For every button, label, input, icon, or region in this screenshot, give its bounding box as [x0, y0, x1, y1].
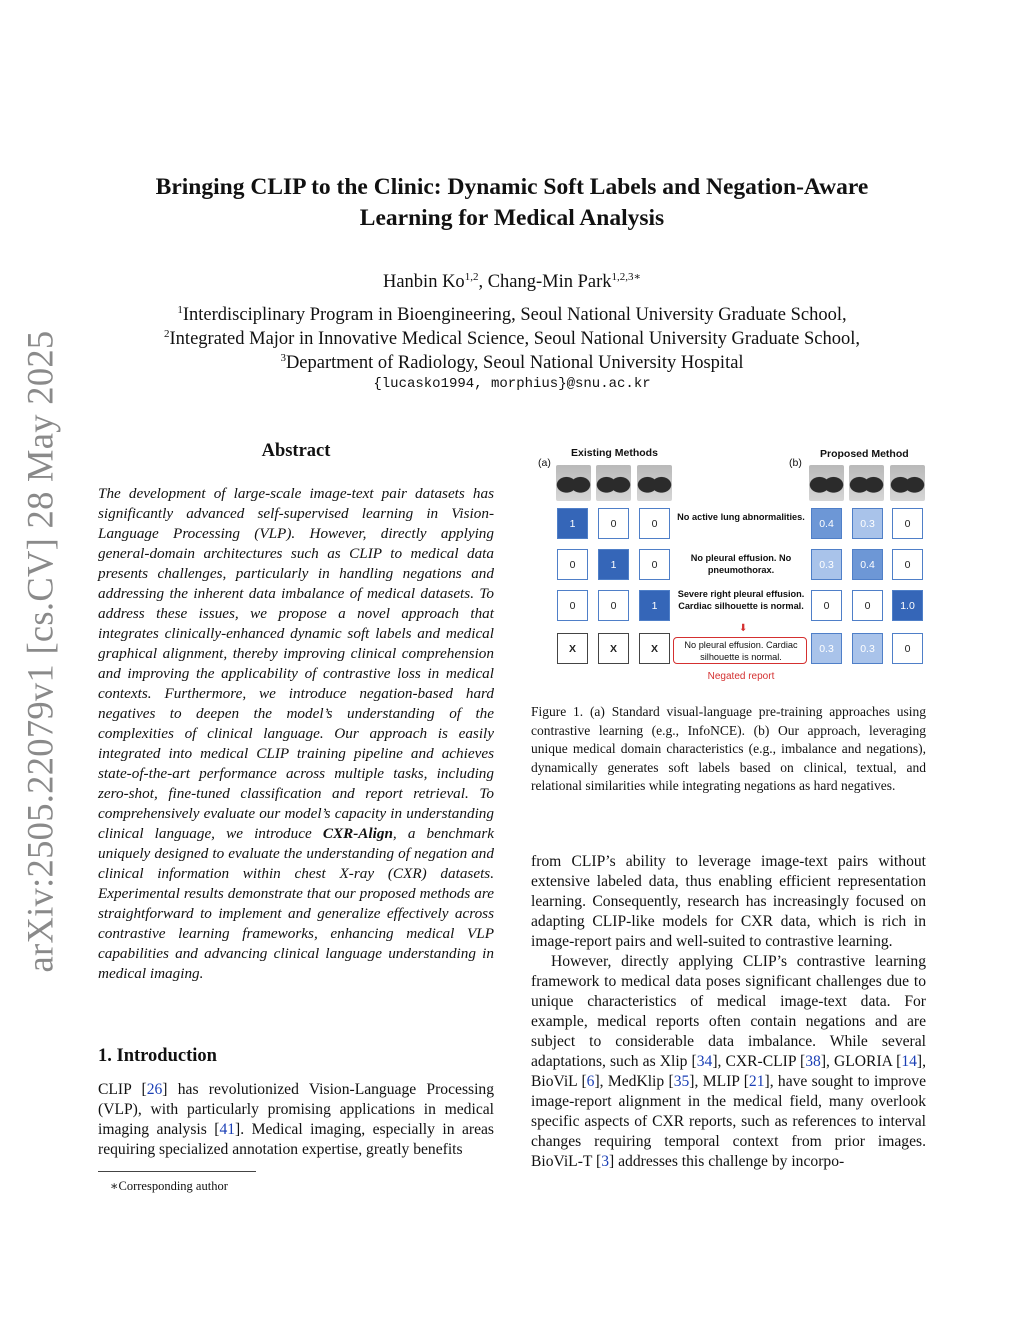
report-text: No pleural effusion. Cardiac silhouette is normal.: [684, 640, 798, 662]
introduction-heading: 1. Introduction: [98, 1046, 217, 1066]
soft-label-cell: 0.4: [852, 549, 883, 580]
intro-text-b: ] has revolutionized Vision-Language Processing (VLP), with particularly promising applications in medical imaging analysis [: [98, 1081, 495, 1138]
paragraph-text: ], MedKlip [: [594, 1073, 674, 1090]
author-2-affil: 1,2,3∗: [611, 271, 642, 283]
negative-cell: X: [557, 633, 588, 664]
arxiv-identifier[interactable]: arXiv:2505.22079v1 [cs.CV] 28 May 2025: [19, 330, 61, 973]
citation-link[interactable]: 6: [586, 1073, 595, 1090]
label-cell: 1: [557, 508, 588, 539]
chest-xray-image: [637, 465, 672, 501]
soft-label-cell: 1.0: [892, 590, 923, 621]
down-arrow-icon: ⬇: [739, 623, 748, 634]
chest-xray-image: [849, 465, 884, 501]
paragraph-text: ], BioViL [: [531, 1053, 926, 1090]
paragraph: [531, 952, 926, 1172]
intro-text-c: ]. Medical imaging, especially in areas requiring specialized annotation expertise, greatly benefits: [98, 1121, 494, 1158]
affiliation-2-text: Integrated Major in Innovative Medical Science, Seoul National University Graduate School,: [169, 329, 860, 350]
title-line-1: Bringing CLIP to the Clinic: Dynamic Soft Labels and Negation-Aware: [155, 174, 869, 200]
soft-label-cell: 0.3: [852, 508, 883, 539]
negative-cell: X: [598, 633, 629, 664]
citation-link[interactable]: 34: [696, 1053, 713, 1070]
negated-report-label: Negated report: [707, 671, 775, 682]
abstract-heading: Abstract: [261, 441, 331, 461]
soft-label-cell: 0.3: [811, 633, 842, 664]
author-email[interactable]: {lucasko1994, morphius}@snu.ac.kr: [373, 376, 651, 392]
paragraph-text: ], GLORIA [: [820, 1053, 902, 1070]
figure-1-caption: Figure 1. (a) Standard visual-language pre-training approaches using contrastive learning (e.g., InfoNCE). (b) Our approach, leveraging unique medical domain characteristics (e.g., imbalance and negations), dynamically generates soft labels based on clinical, textual, and relational similarities while integrating negations as hard negatives.: [531, 704, 926, 793]
chest-xray-image: [809, 465, 844, 501]
title-line-2: Learning for Medical Analysis: [359, 205, 665, 231]
report-text: No active lung abnormalities.: [677, 512, 805, 522]
chest-xray-image: [556, 465, 591, 501]
label-cell: 0: [557, 549, 588, 580]
panel-label-b: (b): [789, 457, 802, 469]
footnote-divider: [98, 1171, 256, 1172]
citation-link[interactable]: 14: [901, 1053, 917, 1070]
figure-1: [531, 440, 931, 685]
chest-xray-image: [890, 465, 925, 501]
footnote: ∗Corresponding author: [110, 1179, 228, 1193]
author-1: Hanbin Ko: [382, 272, 465, 293]
introduction-paragraph: [98, 1080, 494, 1160]
affiliation-3: [100, 346, 924, 375]
citation-link[interactable]: 26: [146, 1081, 163, 1098]
proposed-method-header: Proposed Method: [820, 448, 909, 460]
citation-link[interactable]: 3: [601, 1153, 610, 1170]
paragraph: from CLIP’s ability to leverage image-text pairs without extensive labeled data, thus enabling efficient representation learning. Consequently, research has increasingly focused on adapting CLIP-like models for CXR data, which is rich in image-report pairs and well-suited to contrastive learning.: [531, 853, 926, 950]
author-separator: ,: [478, 272, 488, 293]
intro-text-a: CLIP [: [98, 1081, 147, 1098]
paper-title: [100, 172, 924, 234]
paragraph-text: ], have sought to improve image-report alignment in the medical field, many overlook specific aspects of CXR reports, such as references to interval changes requiring temporal context from prior images. BioViL-T [: [531, 1073, 926, 1170]
soft-label-cell: 0: [892, 508, 923, 539]
soft-label-cell: 0: [892, 633, 923, 664]
affiliation-1-sup: 1: [177, 304, 183, 316]
soft-label-cell: 0: [892, 549, 923, 580]
authors: [100, 270, 924, 293]
negative-cell: X: [639, 633, 670, 664]
soft-label-cell: 0: [852, 590, 883, 621]
citation-link[interactable]: 41: [219, 1121, 236, 1138]
author-1-affil: 1,2: [464, 271, 479, 283]
report-text: Severe right pleural effusion. Cardiac silhouette is normal.: [677, 589, 805, 611]
paragraph-text: However, directly applying CLIP’s contrastive learning framework to medical data poses significant challenges due to unique characteristics of medical image-text data. For example, medical reports often contain negations and are subject to considerable data imbalance. While several adaptations, such as Xlip [: [531, 953, 926, 1070]
paragraph-text: ] addresses this challenge by incorpo-: [609, 1153, 845, 1170]
soft-label-cell: 0: [811, 590, 842, 621]
label-cell: 0: [639, 508, 670, 539]
affiliation-3-sup: 3: [280, 352, 286, 364]
soft-label-cell: 0.4: [811, 508, 842, 539]
chest-xray-image: [596, 465, 631, 501]
abstract-text-1: The development of large-scale image-text pair datasets has significantly advanced self-supervised learning in Vision-Language Processing (VLP). However, directly applying general-domain architectures such as CLIP to medical data presents challenges, particularly in handling negations and addressing the inherent data imbalance of medical datasets. To address these issues, we propose a novel approach that integrates clinically-enhanced dynamic soft labels and medical graphical alignment, thereby improving clinical comprehension and improving the applicability of contrastive loss in medical contexts. Furthermore, we introduce negation-based hard negatives to deepen the model’s understanding of the complexities of clinical language. Our approach is easily integrated into medical CLIP training pipeline and achieves state-of-the-art performance across multiple tasks, including zero-shot, fine-tuned classification and report retrieval. To comprehensively evaluate our model’s capacity in understanding clinical language, we introduce: [98, 485, 494, 842]
right-column-text: [531, 852, 926, 1172]
paragraph-text: ], MLIP [: [689, 1073, 749, 1090]
panel-label-a: (a): [538, 457, 551, 469]
label-cell: 0: [598, 508, 629, 539]
soft-label-cell: 0.3: [852, 633, 883, 664]
citation-link[interactable]: 35: [673, 1073, 690, 1090]
label-cell: 0: [557, 590, 588, 621]
abstract-text-2: , a benchmark uniquely designed to evaluate the understanding of negation and clinical information within chest X-ray (CXR) datasets. Experimental results demonstrate that our proposed methods are straightforward to implement and generalize effectively across contrastive learning frameworks, enhancing medical VLP capabilities and advancing clinical language understanding in medical imaging.: [98, 825, 494, 982]
label-cell: 0: [639, 549, 670, 580]
label-cell: 1: [639, 590, 670, 621]
abstract-body: [98, 484, 494, 984]
existing-methods-header: Existing Methods: [571, 447, 658, 459]
affiliation-1-text: Interdisciplinary Program in Bioengineering, Seoul National University Graduate School,: [182, 305, 847, 326]
affiliation-2-sup: 2: [164, 328, 170, 340]
citation-link[interactable]: 21: [748, 1073, 765, 1090]
abstract-benchmark-name: CXR-Align: [322, 825, 393, 842]
author-2: Chang-Min Park: [487, 272, 612, 293]
report-text: No pleural effusion. No pneumothorax.: [690, 553, 792, 575]
citation-link[interactable]: 38: [805, 1053, 821, 1070]
soft-label-cell: 0.3: [811, 549, 842, 580]
label-cell: 1: [598, 549, 629, 580]
label-cell: 0: [598, 590, 629, 621]
affiliation-3-text: Department of Radiology, Seoul National University Hospital: [285, 353, 744, 374]
paragraph-text: ], CXR-CLIP [: [712, 1053, 806, 1070]
